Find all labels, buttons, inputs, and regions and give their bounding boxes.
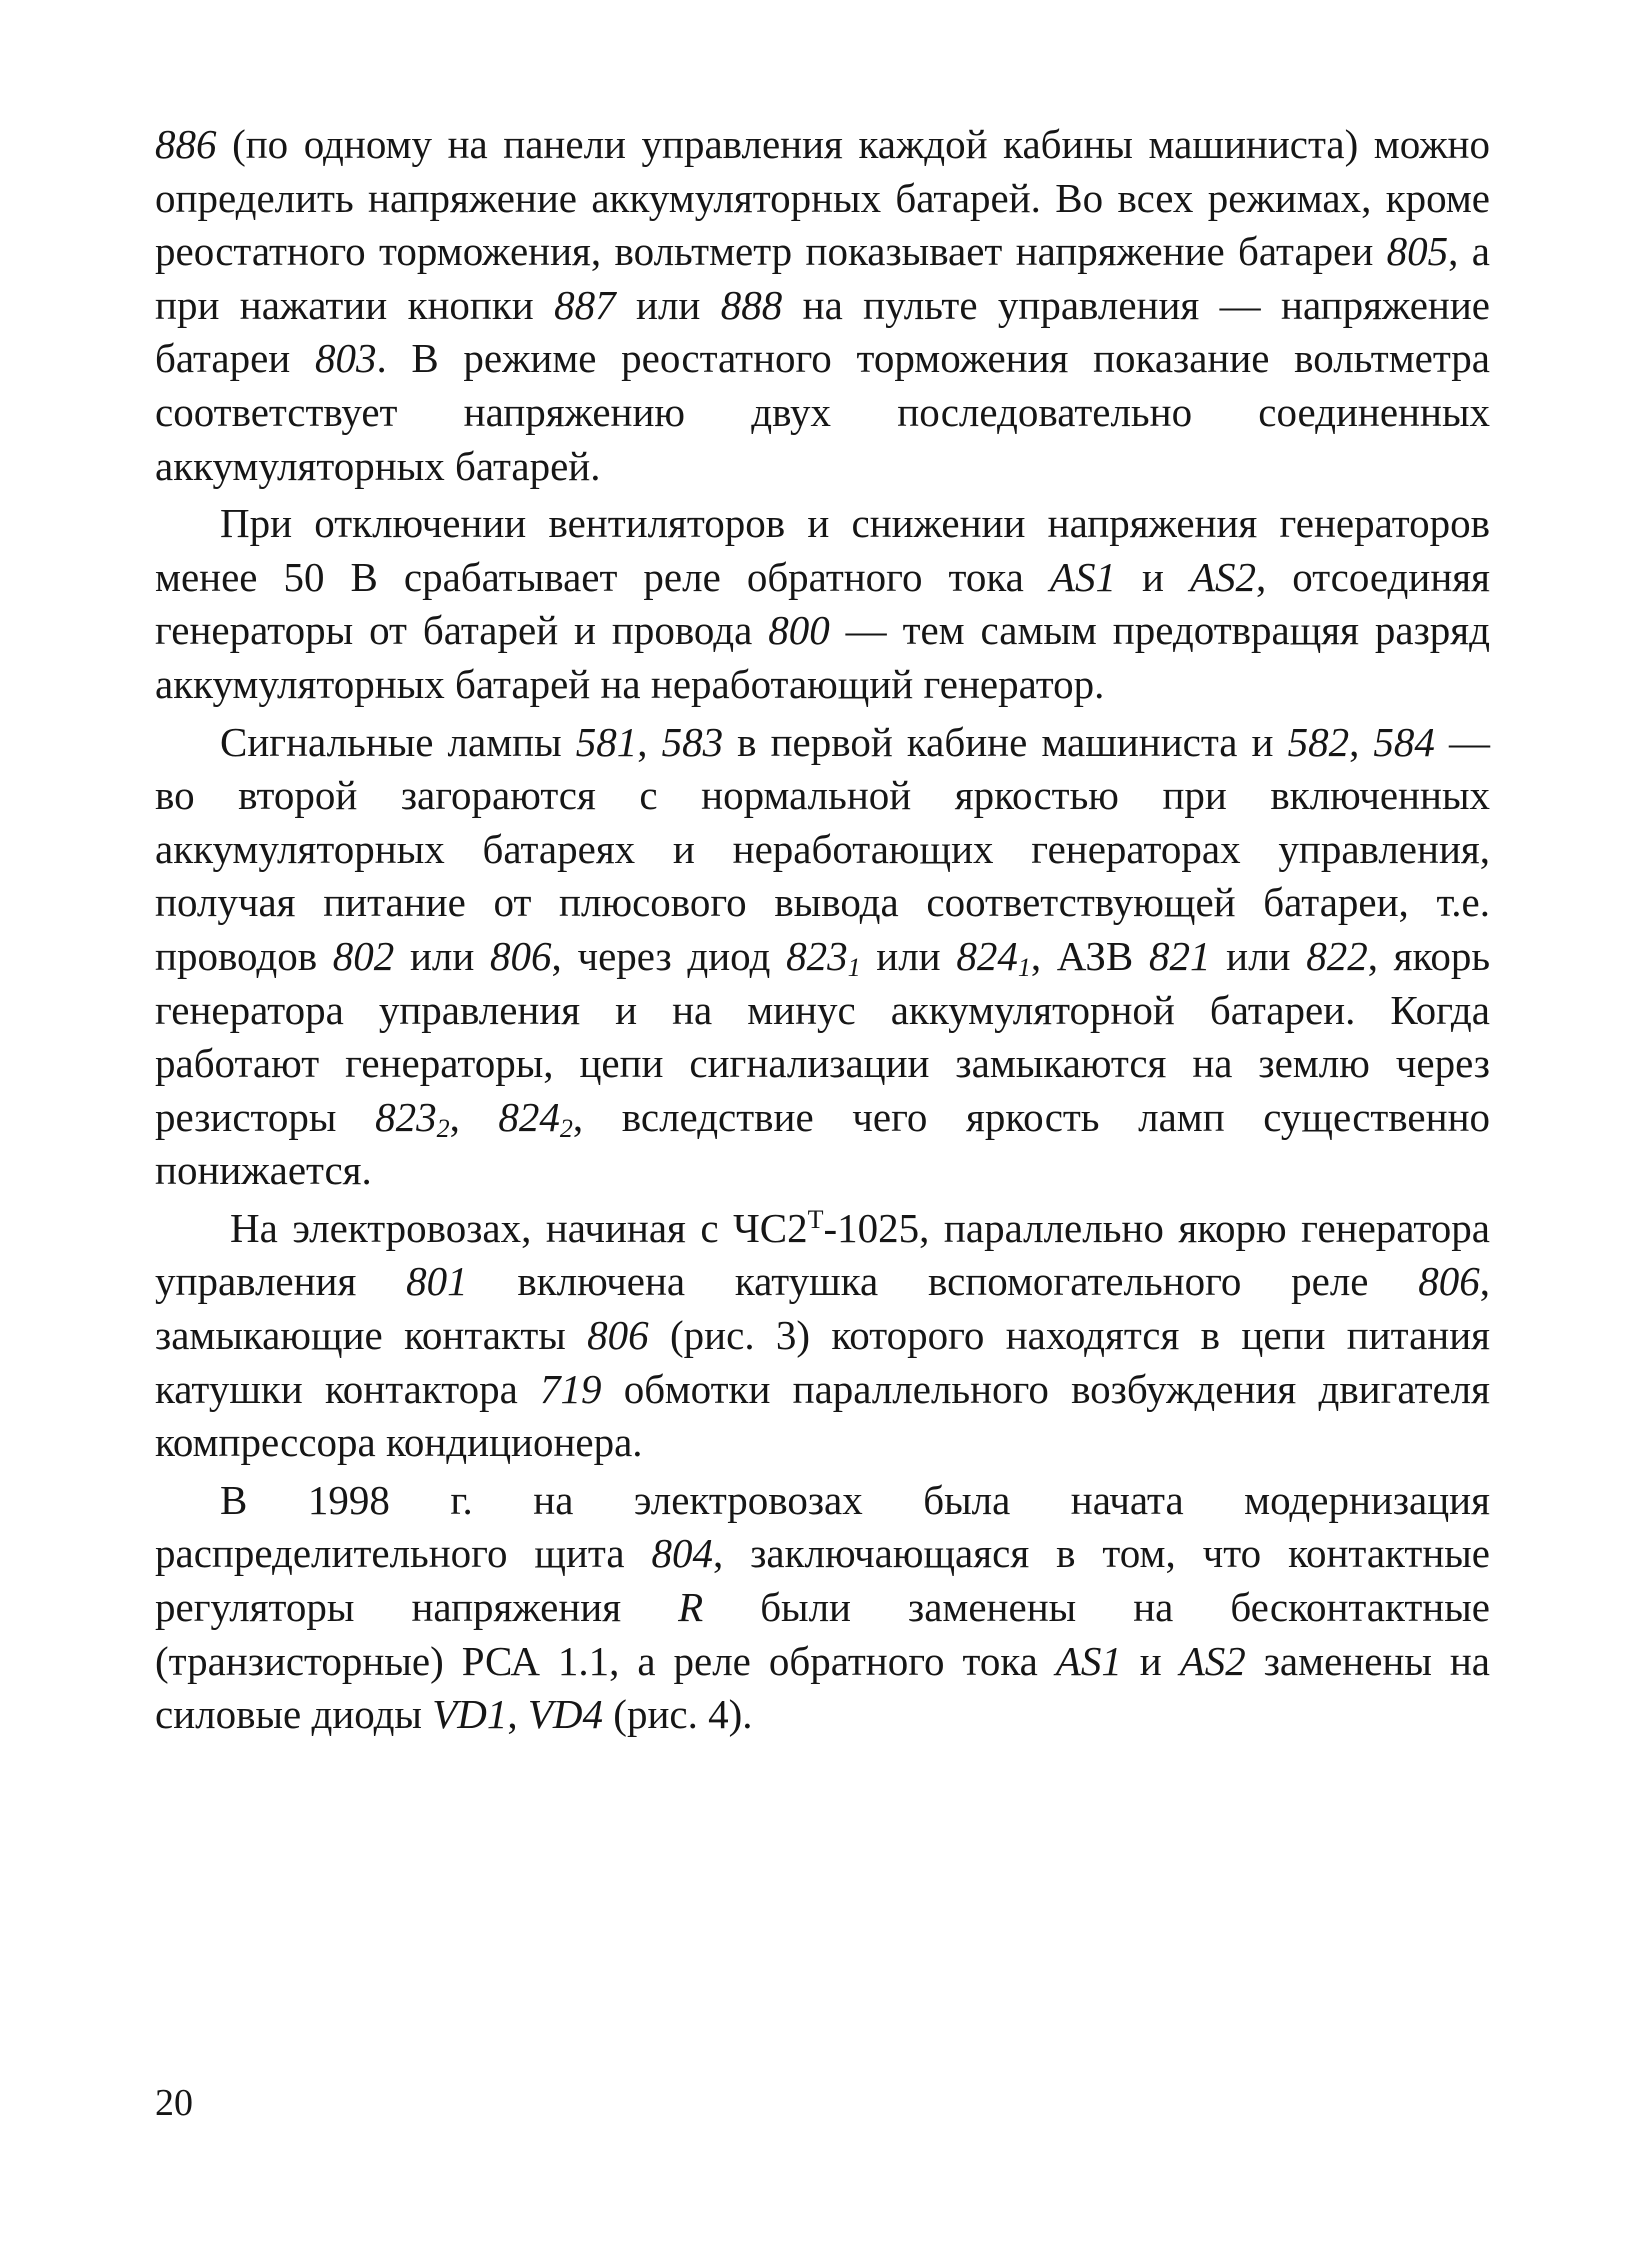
text-run: , вследствие чего яркость ламп существенно понижается. — [155, 1093, 1491, 1194]
text-run: (рис. 4). — [603, 1691, 753, 1738]
reference-number: 581 — [575, 718, 638, 765]
index-mark: 1 — [847, 952, 861, 982]
text-run: или — [615, 281, 721, 328]
reference-number: 822 — [1306, 932, 1368, 979]
text-run: и — [1115, 553, 1190, 600]
text-run: обмотки параллельного возбуждения двигателя компрессора кондиционера. — [155, 1365, 1491, 1466]
reference-number: 802 — [332, 932, 395, 979]
reference-number: 583 — [661, 718, 724, 765]
text-run: (рис. 3) которого находятся в цепи питания катушки контактора — [155, 1312, 1491, 1412]
reference-number: 805 — [1386, 228, 1449, 275]
text-run: и — [1121, 1637, 1180, 1684]
reference-number: 804 — [651, 1530, 713, 1577]
index-mark: 1 — [1017, 952, 1031, 982]
text-run: или — [860, 932, 957, 979]
text-run: На электровозах, начиная с ЧС2 — [230, 1204, 808, 1251]
reference-number: 584 — [1373, 718, 1435, 765]
reference-number: 888 — [720, 281, 783, 328]
text-run: (по одному на панели управления каждой кабины машиниста) можно определить напряжение аккумуляторных батарей. Во всех режимах, кроме реостатного торможения, вольтметр показывает напряжение батареи — [155, 121, 1490, 275]
text-run: Сигнальные лампы — [220, 718, 576, 765]
text-run: , якорь генератора управления и на минус аккумуляторной батареи. Когда работают генераторы, цепи сигнализации замыкаются на землю через резисторы — [155, 932, 1491, 1140]
paragraph-3 — [155, 716, 1490, 1198]
reference-number: 582 — [1287, 718, 1350, 765]
text-run: В 1998 г. на электровозах была начата модернизация распределительного щита — [155, 1476, 1490, 1577]
text-run: , замыкающие контакты — [155, 1258, 1490, 1359]
reference-number: AS1 — [1055, 1637, 1122, 1684]
text-run: или — [394, 932, 491, 979]
text-run: , через диод — [551, 932, 787, 979]
page-number: 20 — [155, 2082, 193, 2124]
text-run: , — [507, 1691, 528, 1738]
text-run: , — [449, 1093, 499, 1140]
text-run: , отсоединяя генераторы от батарей и провода — [155, 553, 1490, 654]
reference-number: 806 — [490, 932, 552, 979]
reference-number: 719 — [540, 1365, 602, 1412]
reference-number: 801 — [406, 1258, 468, 1305]
text-run: включена катушка вспомогательного реле — [467, 1258, 1419, 1305]
text-run: , а при нажатии кнопки — [155, 228, 1490, 328]
reference-number: AS1 — [1049, 553, 1116, 600]
reference-number: 823 — [375, 1093, 437, 1140]
reference-number: 824 — [498, 1093, 560, 1140]
paragraph-4 — [155, 1202, 1490, 1470]
page-body — [155, 118, 1490, 1742]
reference-number: 823 — [786, 932, 848, 979]
text-run: на пульте управления — напряжение батареи — [155, 281, 1491, 382]
reference-number: 806 — [1418, 1258, 1480, 1305]
text-run: , — [1349, 718, 1374, 765]
text-run: или — [1210, 932, 1307, 979]
reference-number: VD4 — [527, 1691, 604, 1738]
text-run: в первой кабине машиниста и — [723, 718, 1288, 765]
text-run: , — [637, 718, 662, 765]
index-mark: 2 — [559, 1113, 573, 1143]
reference-number: 800 — [768, 607, 830, 654]
reference-number: 824 — [956, 932, 1018, 979]
text-run: — тем самым предотвращяя разряд аккумуляторных батарей на неработающий генератор. — [155, 607, 1491, 707]
paragraph-5 — [155, 1474, 1490, 1742]
reference-number: 887 — [554, 281, 616, 328]
text-run: , АЗВ — [1030, 932, 1149, 979]
reference-number: R — [678, 1584, 704, 1631]
index-mark: Т — [807, 1204, 824, 1234]
reference-number: AS2 — [1179, 1637, 1246, 1684]
text-run: заменены на силовые диоды — [155, 1637, 1490, 1738]
text-run: , заключающаяся в том, что контактные регуляторы напряжения — [155, 1530, 1491, 1631]
paragraph-2 — [155, 497, 1490, 711]
reference-number: AS2 — [1189, 553, 1257, 600]
reference-number: 806 — [587, 1312, 649, 1359]
index-mark: 2 — [436, 1113, 450, 1143]
reference-number: 803 — [314, 335, 377, 382]
paragraph-1 — [155, 118, 1490, 493]
reference-number: VD1 — [432, 1691, 508, 1738]
reference-number: 886 — [155, 121, 217, 167]
text-run: -1025, параллельно якорю генератора управления — [155, 1204, 1491, 1305]
text-run: — во второй загораются с нормальной яркостью при включенных аккумуляторных батареях и неработающих генераторах управления, получая питание от плюсового вывода соответствующей батареи, т.е. проводов — [155, 718, 1491, 979]
text-run: При отключении вентиляторов и снижении напряжения генераторов менее 50 В срабатывает реле обратного тока — [155, 500, 1490, 600]
text-run: были заменены на бесконтактные (транзисторные) РСА 1.1, а реле обратного тока — [155, 1584, 1490, 1684]
text-run: . В режиме реостатного торможения показание вольтметра соответствует напряжению двух последовательно соединенных аккумуляторных батарей. — [155, 335, 1490, 489]
reference-number: 821 — [1148, 932, 1211, 979]
